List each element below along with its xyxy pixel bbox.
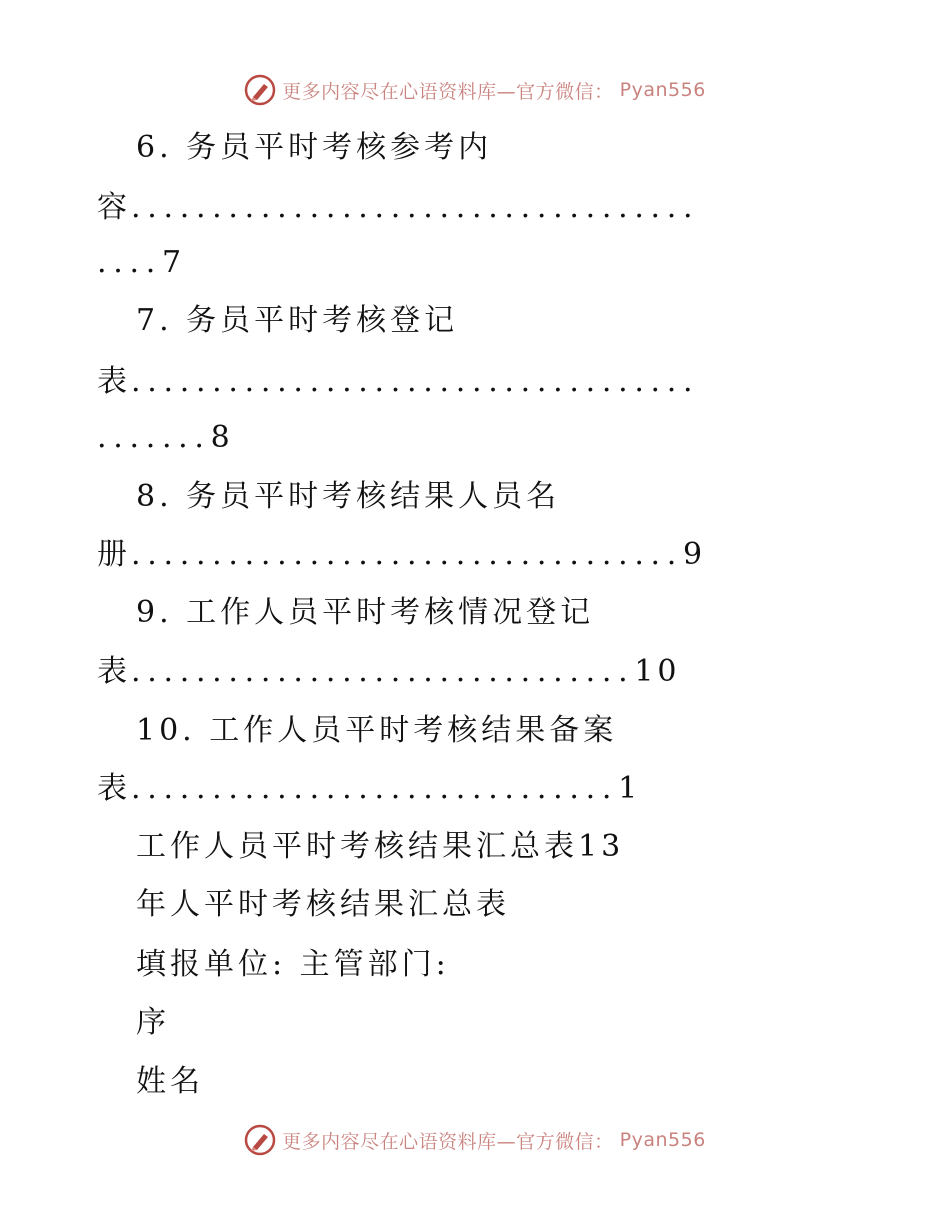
toc-entry-title: 10. 工作人员平时考核结果备案 [136, 713, 618, 748]
watermark-text: 更多内容尽在心语资料库—官方微信： [282, 80, 614, 103]
toc-entry-leader: 容................................... [97, 190, 700, 225]
paragraph: 工作人员平时考核结果汇总表13 [136, 829, 625, 864]
toc-entry-leader: 表................................... [97, 364, 700, 399]
toc-entry-leader: 表..............................1 [97, 771, 642, 806]
watermark-text: 更多内容尽在心语资料库—官方微信： [282, 1130, 614, 1153]
paragraph: 填报单位: 主管部门: [136, 947, 450, 982]
footer-watermark [0, 1120, 950, 1160]
watermark-wechat: Pyan556 [619, 1129, 706, 1151]
header-watermark [0, 70, 950, 110]
toc-entry-title: 8. 务员平时考核结果人员名 [136, 479, 561, 514]
toc-entry-title: 7. 务员平时考核登记 [136, 303, 459, 338]
toc-entry-leader: 表...............................10 [97, 654, 681, 689]
toc-entry-page: .......8 [97, 420, 234, 455]
pen-logo-icon [244, 1124, 276, 1156]
paragraph: 姓名 [136, 1064, 204, 1099]
paragraph: 年人平时考核结果汇总表 [136, 887, 510, 922]
toc-entry-title: 6. 务员平时考核参考内 [136, 130, 493, 165]
paragraph: 序 [136, 1005, 170, 1040]
toc-entry-title: 9. 工作人员平时考核情况登记 [136, 595, 595, 630]
toc-entry-page: ....7 [97, 245, 186, 280]
pen-logo-icon [244, 74, 276, 106]
watermark-wechat: Pyan556 [619, 79, 706, 101]
toc-entry-leader: 册..................................9 [97, 537, 707, 572]
